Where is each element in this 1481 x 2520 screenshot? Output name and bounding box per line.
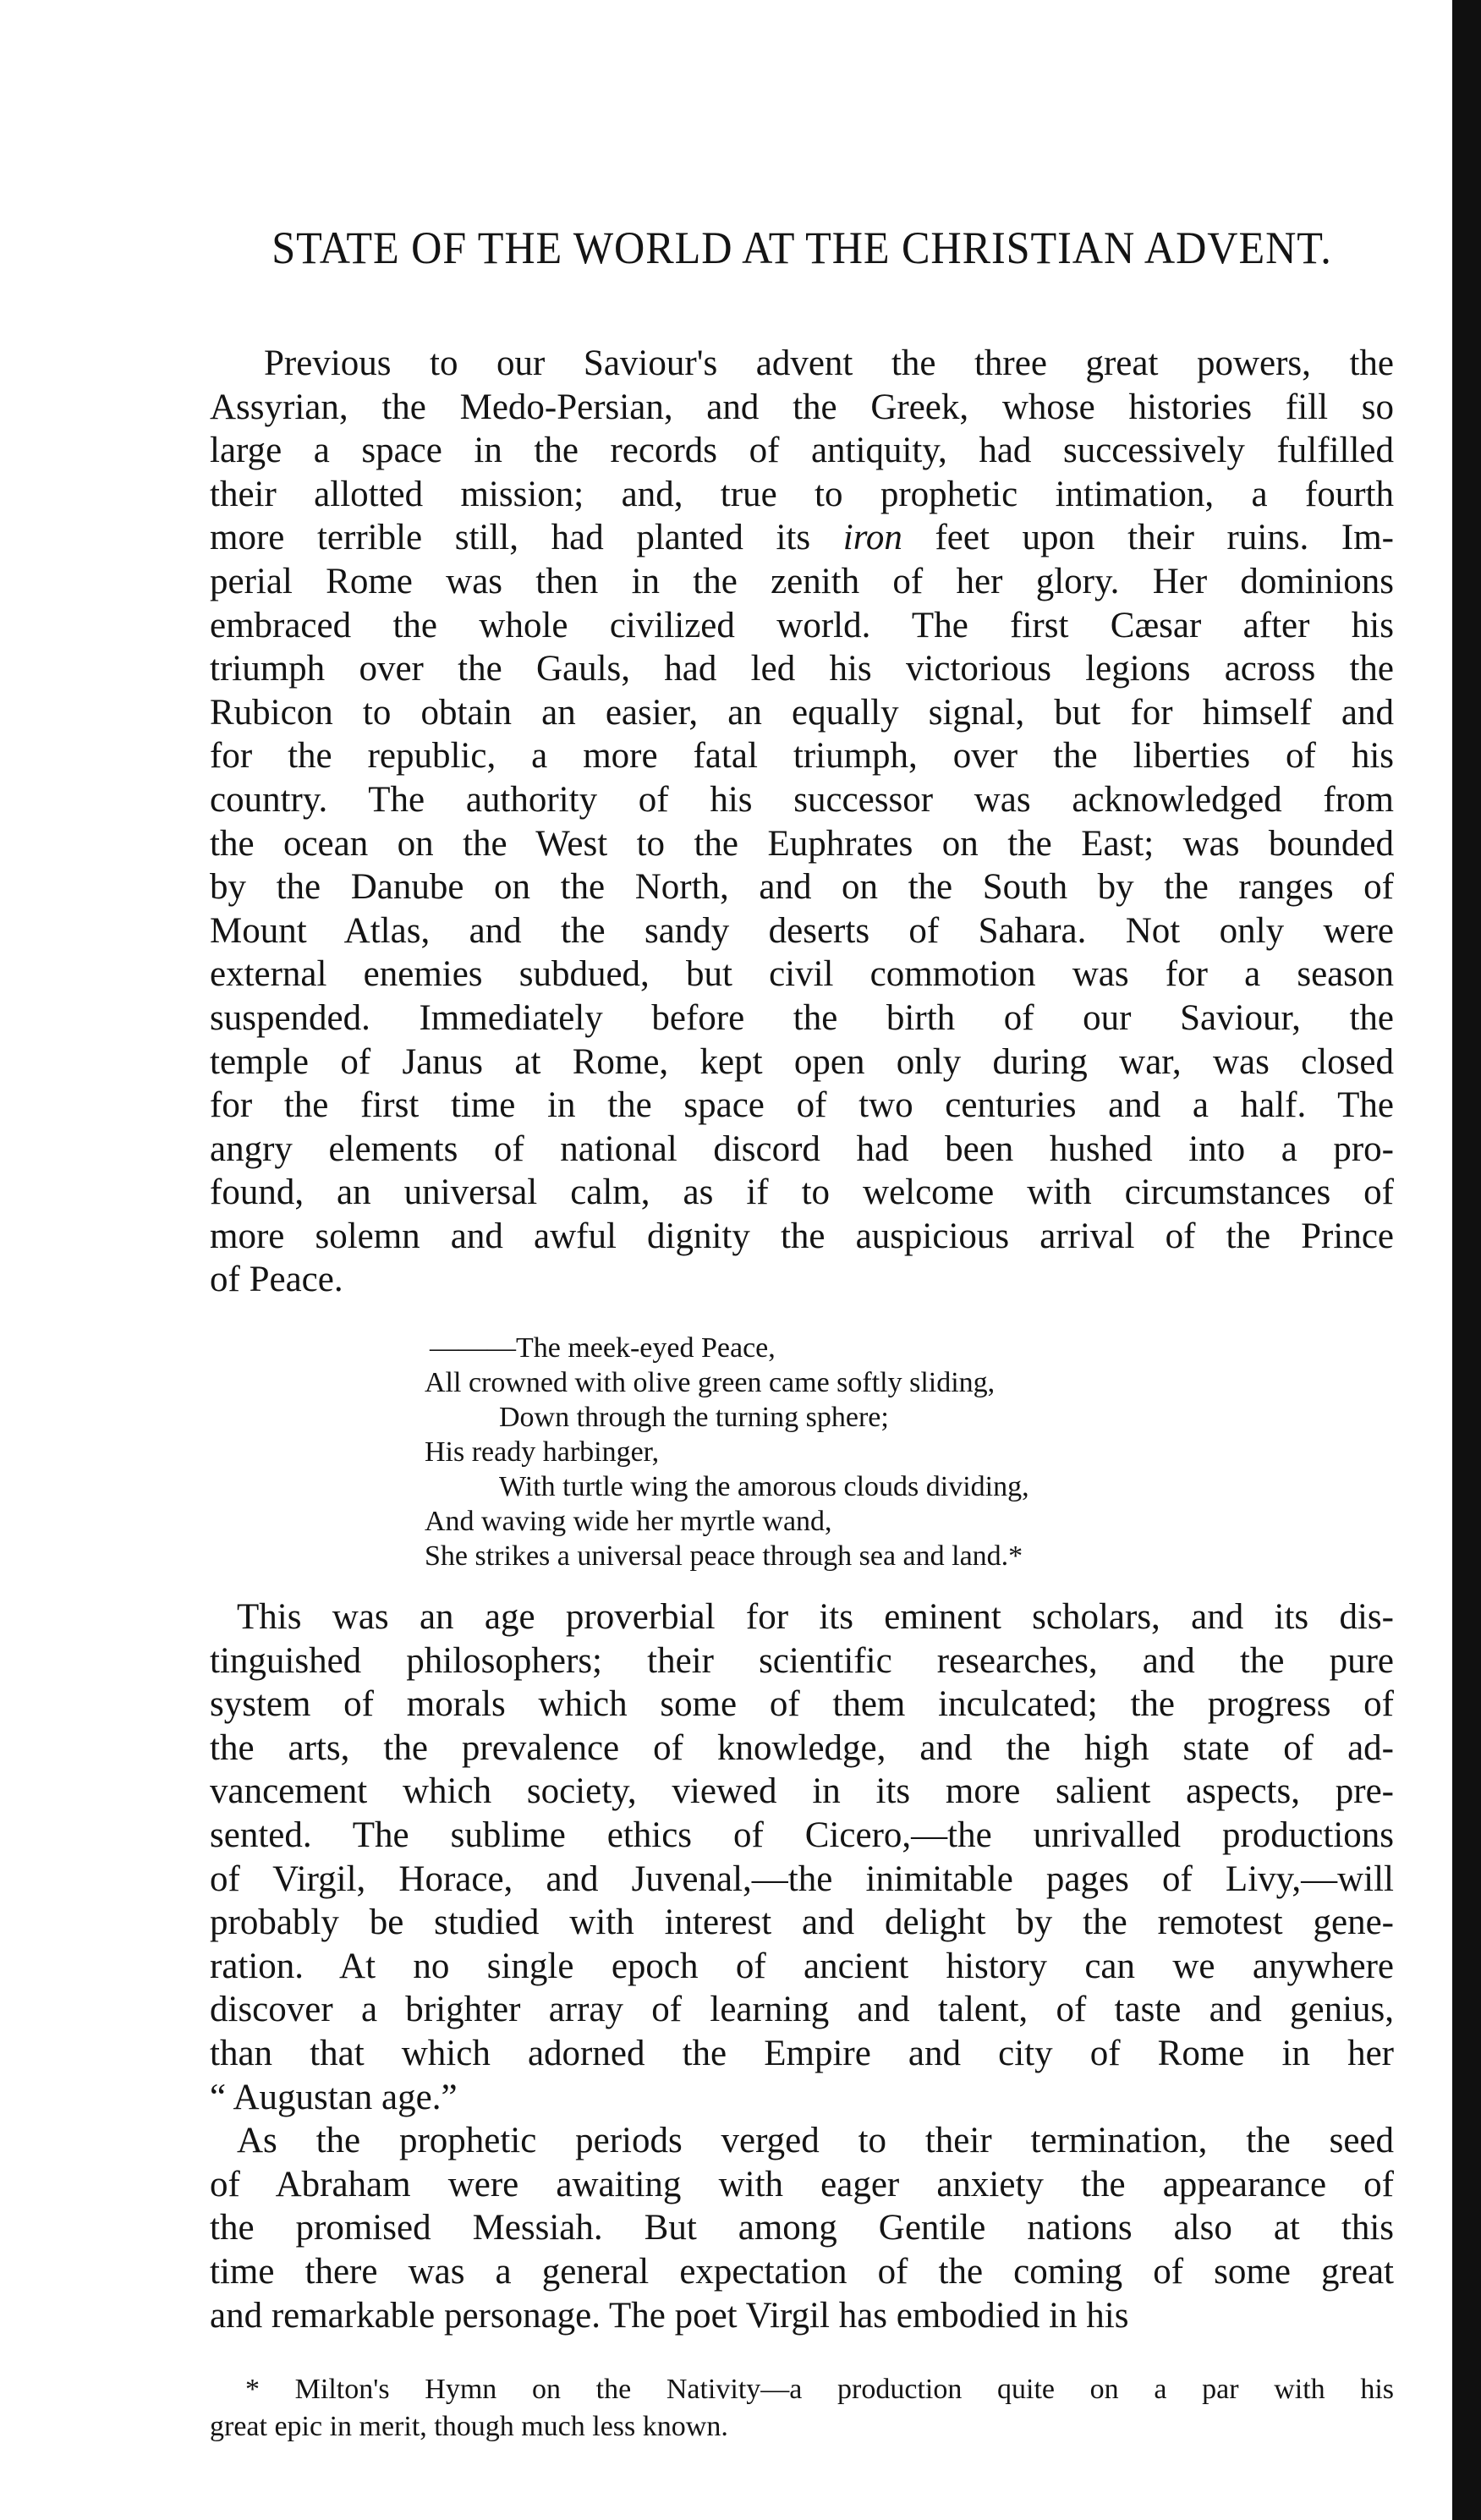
footnote-line: great epic in merit, though much less known. [210,2411,728,2443]
footnote [210,2371,1394,2446]
text-line: the arts, the prevalence of knowledge, and the high state of ad- [210,1727,1394,1768]
text-line: of Abraham were awaiting with eager anxiety the appearance of [210,2164,1394,2204]
text-line: their allotted mission; and, true to prophetic intimation, a fourth [210,474,1394,514]
text-line: time there was a general expectation of the coming of some great [210,2251,1394,2292]
text-line: more terrible still, had planted its iron feet upon their ruins. Im- [210,518,1394,558]
text-line: vancement which society, viewed in its more salient aspects, pre- [210,1771,1394,1812]
text-line: by the Danube on the North, and on the South by the ranges of [210,867,1394,908]
paragraph-2 [210,1595,1394,2119]
text-line: Assyrian, the Medo-Persian, and the Greek, whose histories fill so [210,387,1394,427]
text-line: embraced the whole civilized world. The first Cæsar after his [210,605,1394,645]
text-line: more solemn and awful dignity the auspicious arrival of the Prince [210,1216,1394,1256]
chapter-title: STATE OF THE WORLD AT THE CHRISTIAN ADVENT. [272,222,1332,273]
text-line: country. The authority of his successor was acknowledged from [210,779,1394,820]
text-line: external enemies subdued, but civil commotion was for a season [210,954,1394,995]
text-line: found, an universal calm, as if to welcome with circumstances of [210,1172,1394,1213]
verse-line: His ready harbinger, [425,1436,660,1469]
book-page [210,222,1394,2446]
text-line: tinguished philosophers; their scientific researches, and the pure [210,1640,1394,1681]
text-line: This was an age proverbial for its eminent scholars, and its dis- [237,1597,1394,1638]
text-line: “ Augustan age.” [210,2077,458,2117]
verse-line: Down through the turning sphere; [499,1402,889,1434]
text-line: the promised Messiah. But among Gentile nations also at this [210,2208,1394,2248]
text-line: the ocean on the West to the Euphrates on the East; was bounded [210,823,1394,864]
text-line: perial Rome was then in the zenith of her glory. Her dominions [210,561,1394,601]
text-line: discover a brighter array of learning and talent, of taste and genius, [210,1990,1394,2030]
text-line: for the first time in the space of two centuries and a half. The [210,1085,1394,1126]
text-line: As the prophetic periods verged to their termination, the seed [237,2121,1394,2161]
text-line: for the republic, a more fatal triumph, over the liberties of his [210,736,1394,777]
text-line: suspended. Immediately before the birth of our Saviour, the [210,997,1394,1038]
page-edge-rule [1452,0,1481,2520]
verse-line: All crowned with olive green came softly sliding, [425,1367,996,1399]
text-line: angry elements of national discord had been hushed into a pro- [210,1128,1394,1169]
text-line: large a space in the records of antiquity, had successively fulfilled [210,431,1394,471]
text-line: of Virgil, Horace, and Juvenal,—the inimitable pages of Livy,—will [210,1858,1394,1899]
text-line: and remarkable personage. The poet Virgil has embodied in his [210,2295,1129,2336]
footnote-line: * Milton's Hymn on the Nativity—a production quite on a par with his [245,2374,1394,2406]
verse-line: With turtle wing the amorous clouds dividing, [499,1471,1029,1503]
text-line: Rubicon to obtain an easier, an equally signal, but for himself and [210,692,1394,733]
text-line: sented. The sublime ethics of Cicero,—the unrivalled productions [210,1815,1394,1856]
verse-line: She strikes a universal peace through sea and land.* [425,1540,1023,1573]
text-line: than that which adorned the Empire and city of Rome in her [210,2034,1394,2073]
verse-quotation [210,1331,1394,1573]
text-line: temple of Janus at Rome, kept open only during war, was closed [210,1041,1394,1082]
paragraph-1 [210,342,1394,1302]
verse-line: ———The meek-eyed Peace, [430,1332,776,1364]
text-line: Previous to our Saviour's advent the three great powers, the [264,343,1394,383]
text-line: Mount Atlas, and the sandy deserts of Sahara. Not only were [210,910,1394,951]
paragraph-3 [210,2119,1394,2337]
text-line: probably be studied with interest and delight by the remotest gene- [210,1902,1394,1943]
text-line: triumph over the Gauls, had led his victorious legions across the [210,649,1394,689]
text-line: of Peace. [210,1260,343,1300]
text-line: ration. At no single epoch of ancient history can we anywhere [210,1946,1394,1986]
verse-line: And waving wide her myrtle wand, [425,1506,832,1538]
text-line: system of morals which some of them inculcated; the progress of [210,1684,1394,1725]
